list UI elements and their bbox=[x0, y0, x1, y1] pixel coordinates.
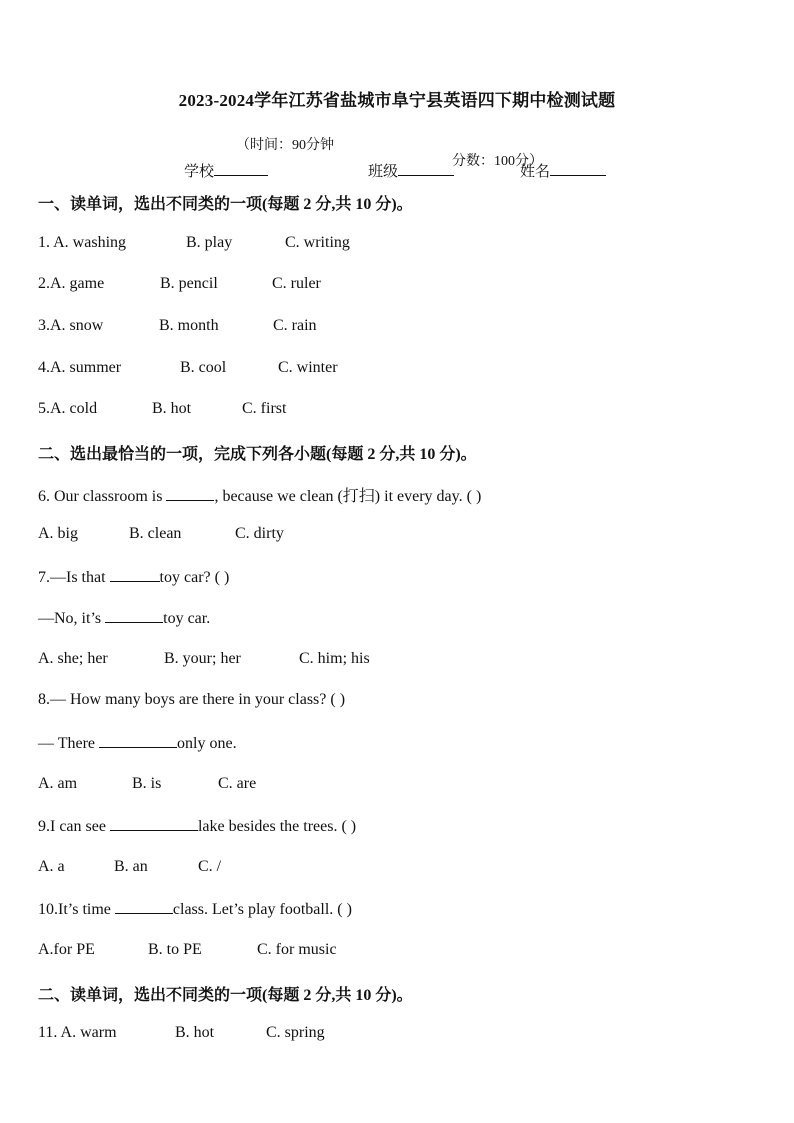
q1-option-c: C. writing bbox=[285, 234, 350, 251]
q2-option-a: A. game bbox=[50, 275, 105, 292]
question-8: 8.— How many boys are there in your class? ( ) bbox=[38, 691, 346, 708]
q11-option-a: A. warm bbox=[60, 1024, 117, 1041]
question-8-reply bbox=[38, 733, 237, 753]
section1-heading: 一、读单词，选出不同类的一项(每题 2 分,共 10 分)。 bbox=[38, 196, 413, 213]
q8-reply-end: only one. bbox=[177, 735, 237, 752]
question-6 bbox=[38, 483, 481, 506]
q8-option-c: C. are bbox=[218, 775, 257, 792]
q11-number: 11. bbox=[38, 1024, 61, 1041]
q9-option-a: A. a bbox=[38, 858, 65, 875]
q11-option-c: C. spring bbox=[266, 1024, 325, 1041]
q1-number: 1. bbox=[38, 234, 54, 251]
q7-option-c: C. him; his bbox=[299, 650, 370, 667]
q10-answer-blank[interactable] bbox=[115, 899, 173, 914]
q1-option-b: B. play bbox=[186, 234, 233, 251]
q2-number: 2. bbox=[38, 275, 50, 292]
class-field bbox=[368, 160, 454, 181]
q7-answer-blank-1[interactable] bbox=[110, 567, 160, 582]
q6-text-start: 6. Our classroom is bbox=[38, 488, 167, 505]
q4-option-c: C. winter bbox=[278, 359, 338, 376]
section3-heading: 二、读单词，选出不同类的一项(每题 2 分,共 10 分)。 bbox=[38, 987, 413, 1004]
q10-option-a: A.for PE bbox=[38, 941, 95, 958]
q7-text-end: toy car? ( ) bbox=[159, 569, 230, 586]
class-label: 班级 bbox=[368, 164, 399, 180]
q6-option-a: A. big bbox=[38, 525, 78, 542]
q9-text-end: lake besides the trees. ( ) bbox=[197, 818, 357, 835]
question-7 bbox=[38, 567, 229, 587]
q7-text-start: 7.—Is that bbox=[38, 569, 110, 586]
question-10 bbox=[38, 899, 352, 919]
q2-option-b: B. pencil bbox=[160, 275, 218, 292]
q6-text-end: , because we clean (打扫) it every day. ( ) bbox=[214, 488, 482, 505]
question-9 bbox=[38, 816, 356, 836]
q6-option-b: B. clean bbox=[129, 525, 182, 542]
school-field bbox=[184, 160, 268, 181]
q6-option-c: C. dirty bbox=[235, 525, 284, 542]
q5-option-a: A. cold bbox=[50, 400, 98, 417]
exam-score: 分数：100分） bbox=[452, 154, 543, 169]
q4-option-b: B. cool bbox=[180, 359, 227, 376]
q7-option-a: A. she; her bbox=[38, 650, 108, 667]
q8-option-b: B. is bbox=[132, 775, 162, 792]
name-label: 姓名 bbox=[520, 164, 551, 180]
exam-time: （时间：90分钟 bbox=[236, 138, 334, 153]
q3-number: 3. bbox=[38, 317, 50, 334]
q8-answer-blank[interactable] bbox=[99, 733, 177, 748]
q1-option-a: A. washing bbox=[53, 234, 127, 251]
q3-option-c: C. rain bbox=[273, 317, 317, 334]
q4-option-a: A. summer bbox=[50, 359, 122, 376]
exam-title: 2023-2024学年江苏省盐城市阜宁县英语四下期中检测试题 bbox=[178, 91, 616, 110]
q9-text-start: 9.I can see bbox=[38, 818, 110, 835]
q7-option-b: B. your; her bbox=[164, 650, 241, 667]
name-field bbox=[520, 160, 606, 181]
q8-option-a: A. am bbox=[38, 775, 78, 792]
q9-option-b: B. an bbox=[114, 858, 148, 875]
q6-answer-blank[interactable] bbox=[166, 486, 214, 501]
q7-reply-end: toy car. bbox=[163, 610, 211, 627]
q8-reply-start: — There bbox=[38, 735, 100, 752]
section2-heading: 二、选出最恰当的一项，完成下列各小题(每题 2 分,共 10 分)。 bbox=[38, 446, 477, 463]
q5-option-b: B. hot bbox=[152, 400, 192, 417]
q4-number: 4. bbox=[38, 359, 50, 376]
q10-text-start: 10.It’s time bbox=[38, 901, 115, 918]
class-blank[interactable] bbox=[398, 161, 454, 176]
school-blank[interactable] bbox=[214, 161, 268, 176]
q11-option-b: B. hot bbox=[175, 1024, 215, 1041]
q5-number: 5. bbox=[38, 400, 50, 417]
q9-option-c: C. / bbox=[198, 858, 222, 875]
q5-option-c: C. first bbox=[242, 400, 287, 417]
q10-option-b: B. to PE bbox=[148, 941, 202, 958]
q7-answer-blank-2[interactable] bbox=[105, 608, 163, 623]
q9-answer-blank[interactable] bbox=[110, 816, 198, 831]
q3-option-b: B. month bbox=[159, 317, 219, 334]
name-blank[interactable] bbox=[550, 161, 606, 176]
school-label: 学校 bbox=[184, 164, 215, 180]
question-7-reply bbox=[38, 608, 210, 628]
q3-option-a: A. snow bbox=[50, 317, 104, 334]
q7-reply-start: —No, it’s bbox=[38, 610, 106, 627]
q10-text-end: class. Let’s play football. ( ) bbox=[172, 901, 352, 918]
q10-option-c: C. for music bbox=[257, 941, 337, 958]
q2-option-c: C. ruler bbox=[272, 275, 321, 292]
